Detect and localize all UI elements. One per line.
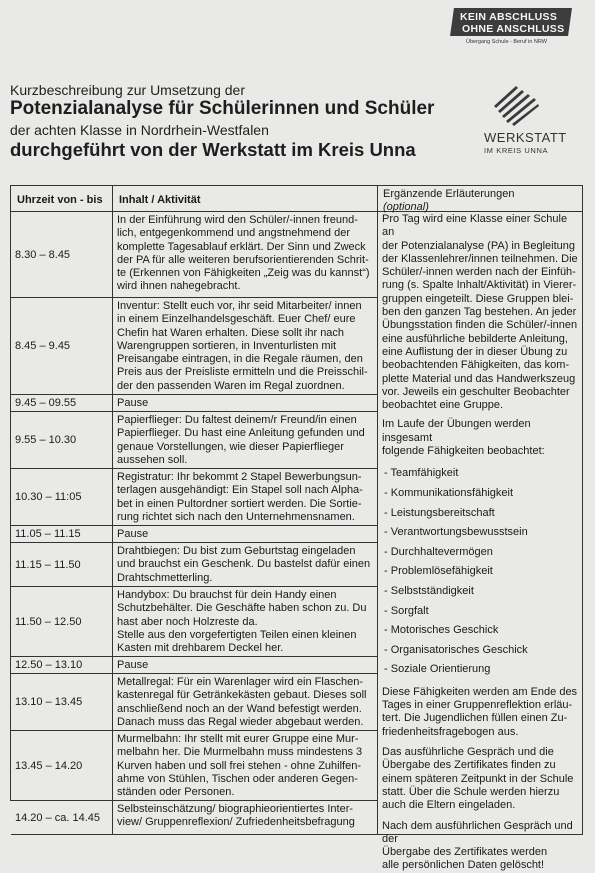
header-activity: Inhalt / Aktivität — [113, 186, 378, 212]
badge-subline: Übergang Schule - Beruf in NRW — [466, 39, 547, 45]
row-time: 9.45 – 09.55 — [11, 395, 113, 412]
title-line-2: Potenzialanalyse für Schülerinnen und Schüler — [10, 98, 435, 119]
badge-line-2: OHNE ANSCHLUSS — [462, 23, 565, 35]
werkstatt-logo — [476, 78, 566, 168]
kein-abschluss-badge — [452, 8, 574, 46]
notes-column — [378, 211, 583, 873]
row-time: 11.05 – 11.15 — [11, 526, 113, 543]
row-activity: Handybox: Du brauchst für dein Handy einen Schutzbehälter. Die Geschäfte haben schon zu. Du hast aber noch Holzreste da. Stelle aus den vorgefertigten Teilen einen kleinen Kasten mit drehbarem Deckel her. — [113, 587, 378, 657]
row-time: 11.50 – 12.50 — [11, 587, 113, 657]
row-activity: Pause — [113, 395, 378, 412]
logo-name: WERKSTATT — [484, 130, 567, 145]
row-activity: Pause — [113, 526, 378, 543]
header-time: Uhrzeit von - bis — [11, 186, 113, 212]
skill-item: - Durchhaltevermögen — [378, 543, 583, 563]
row-time: 9.55 – 10.30 — [11, 412, 113, 469]
row-time: 10.30 – 11:05 — [11, 469, 113, 526]
header-notes — [378, 186, 583, 212]
skill-item: - Teamfähigkeit — [378, 464, 583, 484]
skill-item: - Soziale Orientierung — [378, 660, 583, 680]
schedule-table — [10, 185, 583, 872]
skill-item: - Leistungsbereitschaft — [378, 504, 583, 524]
title-line-3: der achten Klasse in Nordrhein-Westfalen — [10, 122, 269, 138]
title-line-4: durchgeführt von der Werkstatt im Kreis Unna — [10, 139, 416, 160]
header-notes-optional: (optional) — [383, 201, 429, 213]
skill-item: - Motorisches Geschick — [378, 621, 583, 641]
row-time: 14.20 – ca. 14.45 — [11, 801, 113, 835]
row-time: 8.45 – 9.45 — [11, 298, 113, 395]
row-activity: Papierflieger: Du faltest deinem/r Freund/in einen Papierflieger. Du hast eine Anleitung gefunden und genaue Vorstellungen, wie dieser Papierflieger aussehen soll. — [113, 412, 378, 469]
notes-reflection: Diese Fähigkeiten werden am Ende des Tages in einer Gruppenreflektion erläu- tert. Die Jugendlichen füllen einen Zu- friedenheitsfragebogen aus. — [382, 685, 578, 738]
notes-skills-intro: Im Laufe der Übungen werden insgesamt folgende Fähigkeiten beobachtet: — [382, 418, 545, 458]
badge-line-1: KEIN ABSCHLUSS — [460, 11, 558, 23]
skill-item: - Kommunikationsfähigkeit — [378, 484, 583, 504]
row-time: 13.10 – 13.45 — [11, 674, 113, 731]
row-activity: Metallregal: Für ein Warenlager wird ein Flaschen- kastenregal für Getränkekästen gebaut. Dieses soll anschließend noch an der Wand befestigt werden. Danach muss das Regal wieder abgebaut werden. — [113, 674, 378, 731]
row-activity: Drahtbiegen: Du bist zum Geburtstag eingeladen und brauchst ein Geschenk. Du bastelst dafür einen Drahtschmetterling. — [113, 543, 378, 587]
skill-item: - Sorgfalt — [378, 602, 583, 622]
row-time: 12.50 – 13.10 — [11, 657, 113, 674]
header-notes-title: Ergänzende Erläuterungen — [383, 188, 515, 200]
row-activity: Murmelbahn: Ihr stellt mit eurer Gruppe eine Mur- melbahn her. Die Murmelbahn muss mindestens 3 Kurven haben und soll frei stehen - ohne Zuhilfen- ahme von Stühlen, Tischen oder anderen Gegen- ständen oder Personen. — [113, 731, 378, 801]
notes-closing: Nach dem ausführlichen Gespräch und der Übergabe des Zertifikates werden alle persönlichen Daten gelöscht! — [382, 819, 573, 872]
row-activity: In der Einführung wird den Schüler/-innen freund- lich, entgegenkommend und angstnehmend der komplette Tagesablauf erklärt. Der Sinn und Zweck der PA für alle weiteren berufsorientierenden Schrit- te (Erkennen von Fähigkeiten „Zeig was du kannst“) wird ihnen nahegebracht. — [113, 212, 378, 298]
row-time: 8.30 – 8.45 — [11, 212, 113, 298]
row-time: 13.45 – 14.20 — [11, 731, 113, 801]
row-activity: Registratur: Ihr bekommt 2 Stapel Bewerbungsun- terlagen ausgehändigt: Ein Stapel soll nach Alpha- bet in einen Pultordner sortiert werden. Die Sortie- rung richtet sich nach den Unternehmensnamen. — [113, 469, 378, 526]
skill-item: - Organisatorisches Geschick — [378, 641, 583, 661]
werkstatt-logo-icon — [486, 78, 546, 128]
logo-city: IM KREIS UNNA — [484, 146, 549, 155]
title-line-1: Kurzbeschreibung zur Umsetzung der — [10, 82, 246, 98]
row-activity: Selbsteinschätzung/ biographieorientiertes Inter- view/ Gruppenreflexion/ Zufriedenheitsbefragung — [113, 801, 378, 835]
skill-item: - Selbstständigkeit — [378, 582, 583, 602]
row-time: 11.15 – 11.50 — [11, 543, 113, 587]
skill-item: - Verantwortungsbewusstsein — [378, 523, 583, 543]
skills-list — [378, 464, 583, 680]
notes-intro: Pro Tag wird eine Klasse einer Schule an der Potenzialanalyse (PA) in Begleitung der Klassenlehrer/innen teilnehmen. Die Schüler/-innen werden nach der Einfüh- rung (s. Spalte Inhalt/Aktivität) in Vierer- gruppen eingeteilt. Diese Gruppen blei- ben den ganzen Tag bestehen. An jeder Übungsstation finden die Schüler/-innen eine ausführliche bebilderte Anleitung, eine Auflistung der in dieser Übung zu beobachtenden Fähigkeiten, das kom- plette Material und das Handwerkszeug vor. Jeweils ein geschulter Beobachter beobachtet eine Gruppe. — [382, 213, 578, 412]
row-activity: Pause — [113, 657, 378, 674]
row-activity: Inventur: Stellt euch vor, ihr seid Mitarbeiter/ innen in einem Einzelhandelsgeschäft. Euer Chef/ eure Chefin hat Waren erhalten. Diese sollt ihr nach Warengruppen sortieren, in Inventurlisten mit Preisangabe eintragen, in die Regale räumen, den Preis aus der Preisliste ermitteln und die Preisschil- der den passenden Waren im Regal zuordnen. — [113, 298, 378, 395]
skill-item: - Problemlösefähigkeit — [378, 562, 583, 582]
notes-talk: Das ausführliche Gespräch und die Übergabe des Zertifikates finden zu einem späteren Zeitpunkt in der Schule statt. Über die Schule werden hierzu auch die Eltern eingeladen. — [382, 746, 574, 812]
